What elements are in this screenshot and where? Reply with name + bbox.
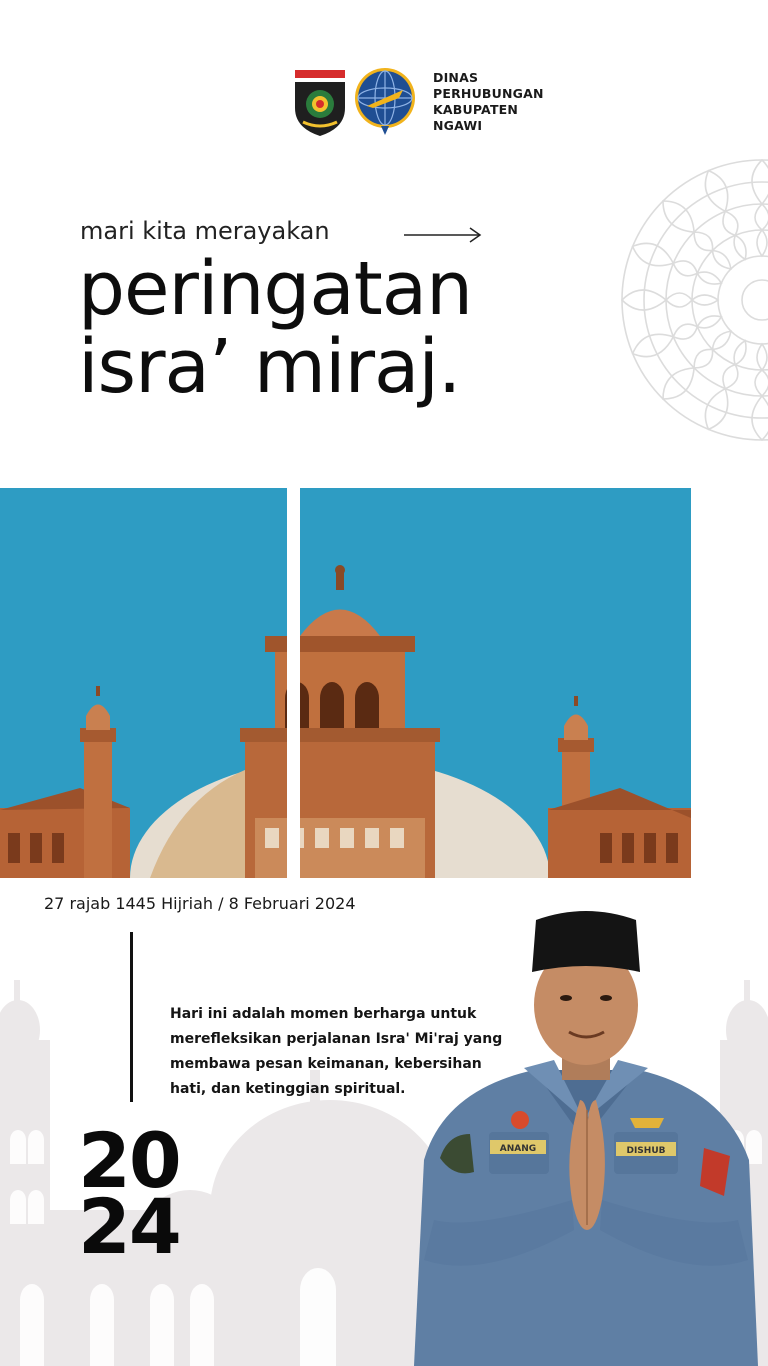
organization-name	[433, 70, 544, 134]
org-line-3: KABUPATEN	[433, 102, 519, 117]
name-tag-text: ANANG	[499, 1144, 537, 1154]
org-line-2: PERHUBUNGAN	[433, 86, 544, 101]
vertical-divider	[130, 932, 133, 1102]
greeting-message: Hari ini adalah momen berharga untuk merefleksikan perjalanan Isra' Mi'raj yang membawa pesan keimanan, kebersihan hati, dan ketinggian spiritual.	[170, 1006, 503, 1097]
year-display	[78, 1116, 180, 1271]
headline-kicker: mari kita merayakan	[80, 217, 330, 245]
headline-line-1: peringatan	[78, 246, 472, 332]
year-line-2: 24	[78, 1182, 180, 1271]
ngawi-regency-crest-icon	[293, 68, 347, 138]
event-date: 27 rajab 1445 Hijriah / 8 Februari 2024	[44, 894, 356, 913]
unit-tag-text: DISHUB	[626, 1146, 666, 1156]
org-line-1: DINAS	[433, 70, 479, 85]
mosque-photo-right	[300, 488, 691, 878]
headline-title	[78, 246, 472, 410]
mosque-photo-left	[0, 488, 287, 878]
org-line-4: NGAWI	[433, 118, 483, 133]
arrow-right-icon	[404, 226, 482, 244]
mandala-ornament-icon	[612, 150, 768, 450]
dishub-globe-icon	[353, 66, 417, 136]
officer-portrait	[404, 900, 768, 1366]
headline-line-2: isra’ miraj.	[78, 324, 461, 410]
year-line-1: 20	[78, 1116, 180, 1205]
